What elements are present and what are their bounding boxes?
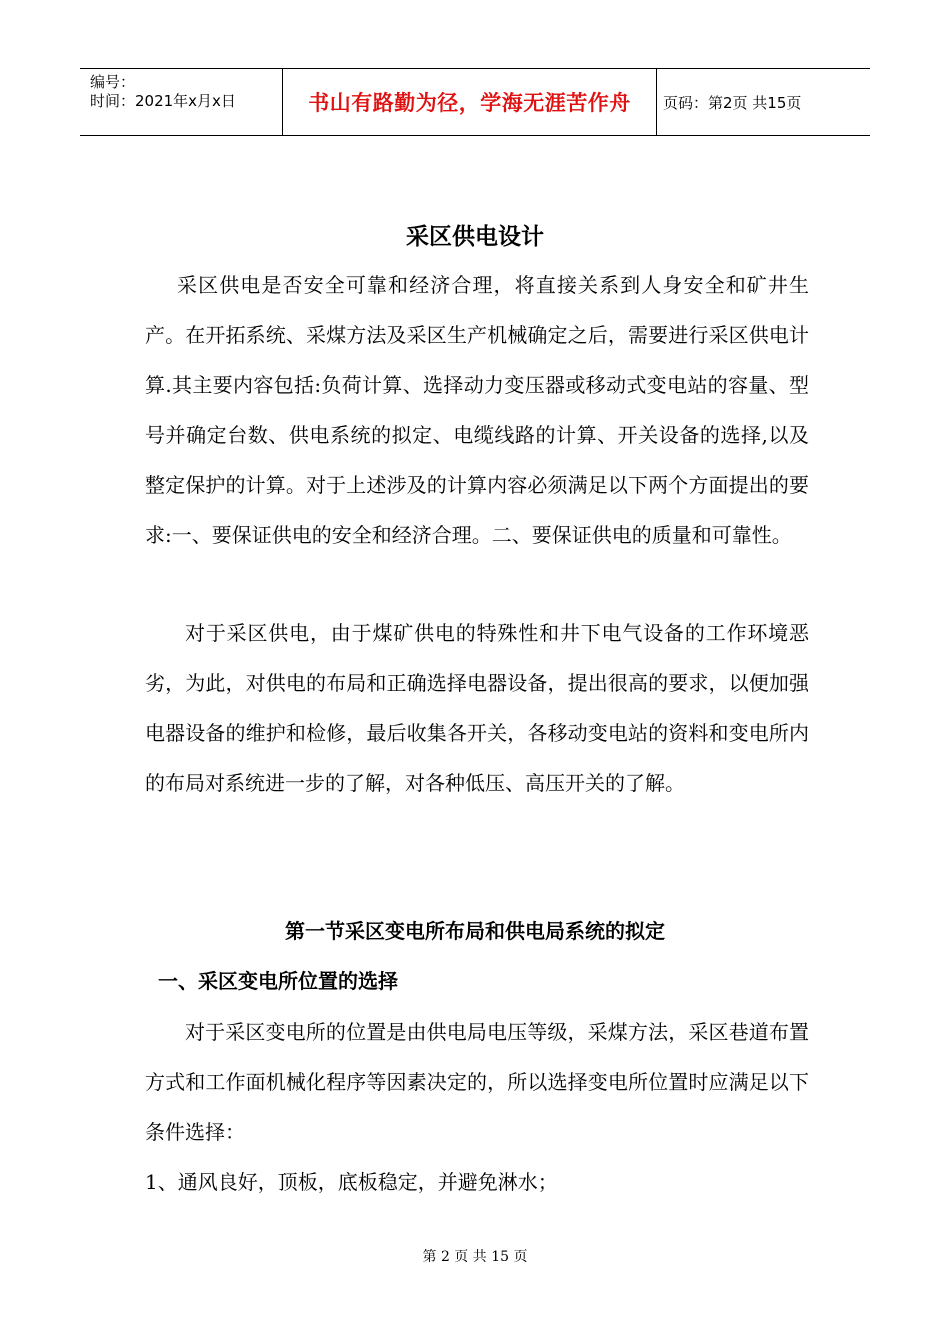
subsection-title: 一、采区变电所位置的选择	[158, 969, 398, 993]
document-title: 采区供电设计	[406, 224, 544, 250]
header-page-info: 页码：第2页 共15页	[663, 93, 802, 112]
number-label: 编号：	[90, 73, 136, 91]
paragraph-location: 对于采区变电所的位置是由供电局电压等级，采煤方法，采区巷道布置方式和工作面机械化程序等因素决定的，所以选择变电所位置时应满足以下条件选择：	[145, 1020, 809, 1144]
header-meta-cell	[80, 69, 282, 135]
page-footer: 第 2 页 共 15 页	[422, 1249, 528, 1265]
header-motto: 书山有路勤为径，学海无涯苦作舟	[282, 69, 657, 135]
paragraph-requirements: 对于采区供电，由于煤矿供电的特殊性和井下电气设备的工作环境恶劣，为此，对供电的布局和正确选择电器设备，提出很高的要求，以便加强电器设备的维护和检修，最后收集各开关，各移动变电站的资料和变电所内的布局对系统进一步的了解，对各种低压、高压开关的了解。	[145, 621, 809, 795]
paragraph-intro: 采区供电是否安全可靠和经济合理，将直接关系到人身安全和矿井生产。在开拓系统、采煤方法及采区生产机械确定之后，需要进行采区供电计算.其主要内容包括:负荷计算、选择动力变压器或移动式变电站的容量、型号并确定台数、供电系统的拟定、电缆线路的计算、开关设备的选择,以及整定保护的计算。对于上述涉及的计算内容必须满足以下两个方面提出的要求:一、要保证供电的安全和经济合理。二、要保证供电的质量和可靠性。	[145, 273, 809, 547]
time-label: 时间：2021年x月x日	[90, 92, 236, 110]
section-title: 第一节采区变电所布局和供电局系统的拟定	[285, 919, 665, 943]
list-item: 1、通风良好，顶板，底板稳定，并避免淋水；	[145, 1170, 558, 1194]
header-table	[80, 68, 870, 136]
